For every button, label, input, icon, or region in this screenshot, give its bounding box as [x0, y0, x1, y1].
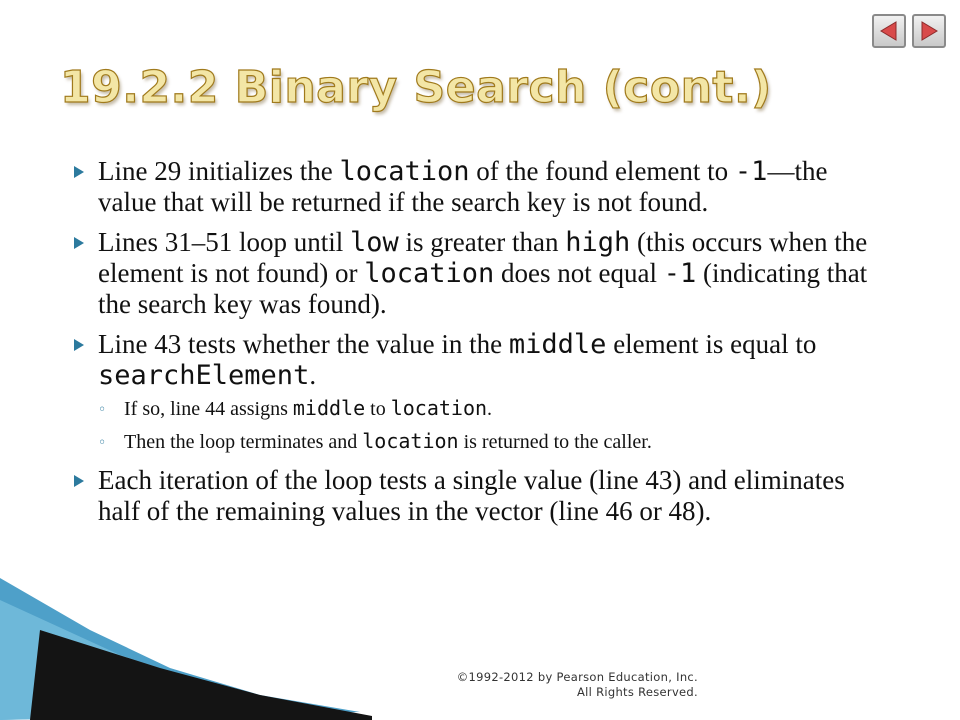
subbullet-text: If so, line 44 assigns [124, 398, 293, 420]
triangle-bullet-icon [72, 165, 86, 179]
subbullet-text: . [487, 398, 493, 420]
triangle-bullet-icon [72, 236, 86, 250]
code-text: location [339, 156, 470, 187]
bullet-item [68, 227, 888, 320]
code-text: location [364, 258, 495, 289]
previous-slide-button[interactable] [872, 14, 906, 48]
bullet-item [68, 156, 888, 218]
subbullet-text: is returned to the caller. [458, 431, 652, 453]
code-text: -1 [734, 156, 768, 187]
copyright-footer [430, 670, 698, 700]
code-text: location [390, 396, 488, 420]
code-text: -1 [663, 258, 697, 289]
bullet-text: Lines 31–51 loop until [98, 227, 350, 257]
copyright-line: ©1992-2012 by Pearson Education, Inc. [456, 670, 698, 684]
slide-navigation [872, 14, 946, 48]
subbullet-item [96, 428, 888, 455]
triangle-bullet-icon [72, 474, 86, 488]
bullet-text: does not equal [494, 258, 664, 288]
bullet-item [68, 329, 888, 391]
subbullet-item [96, 395, 888, 422]
ring-bullet-icon: ◦ [98, 402, 107, 418]
triangle-left-icon [878, 20, 900, 42]
rights-line: All Rights Reserved. [576, 685, 698, 699]
code-text: searchElement [98, 360, 310, 391]
bullet-text: —the value that will be returned if the search key is not found. [98, 156, 828, 217]
bullet-text: (indicating that the search key was found). [98, 258, 868, 319]
code-text: high [565, 227, 631, 258]
ring-bullet-icon: ◦ [98, 435, 107, 451]
bullet-text: is greater than [398, 227, 566, 257]
bullet-text: (this occurs when the element is not found) or [98, 227, 868, 288]
code-text: middle [508, 329, 607, 360]
triangle-bullet-icon [72, 338, 86, 352]
bullet-text: element is equal to [606, 329, 817, 359]
bullet-text: Each iteration of the loop tests a single value (line 43) and eliminates half of the remaining values in the vector (line 46 or 48). [98, 465, 845, 526]
slide-title: 19.2.2 Binary Search (cont.) [60, 62, 772, 113]
code-text: location [362, 429, 459, 453]
bullet-text: Line 43 tests whether the value in the [98, 329, 509, 359]
bullet-text: . [309, 360, 317, 390]
bullet-text: of the found element to [469, 156, 735, 186]
next-slide-button[interactable] [912, 14, 946, 48]
subbullet-text: to [365, 398, 391, 420]
bullet-text: Line 29 initializes the [98, 156, 340, 186]
bullet-item [68, 465, 888, 527]
subbullet-list [68, 395, 888, 455]
code-text: low [350, 227, 399, 258]
slide-content [68, 156, 888, 536]
triangle-right-icon [918, 20, 940, 42]
subbullet-text: Then the loop terminates and [124, 431, 363, 453]
code-text: middle [292, 396, 366, 420]
decorative-swoosh [0, 560, 400, 720]
